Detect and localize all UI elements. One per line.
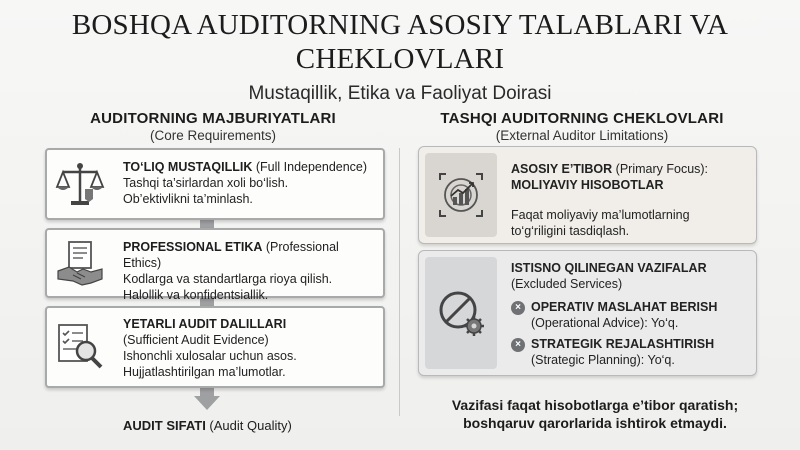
excluded-item [511,299,750,331]
card-full-independence [45,148,385,220]
prohibited-gear-icon [436,288,486,343]
bottom-note-line1: Vazifasi faqat hisobotlarga e’tibor qaratish; [451,397,739,413]
excluded-item-title [511,336,750,352]
card-line: Faqat moliyaviy ma’lumotlarning [511,208,690,222]
focus-icon-box [425,153,497,237]
page-subtitle: Mustaqillik, Etika va Faoliyat Doirasi [248,83,552,104]
x-circle-icon: × [511,301,525,315]
card-excluded-services [418,250,757,376]
card-line: Hujjatlashtirilgan ma’lumotlar. [123,365,286,379]
excluded-item-rest: (Strategic Planning): Yo‘q. [531,353,675,367]
card-title [123,239,377,271]
card-title-bold: YETARLI AUDIT DALILLARI [123,317,287,331]
document-magnifier-icon [55,321,105,371]
card-full-independence-text [123,159,377,207]
card-line: to‘g‘riligini tasdiqlash. [511,224,630,238]
right-heading-subtitle: (External Auditor Limitations) [495,128,669,143]
x-circle-icon: × [511,338,525,352]
audit-quality-bold: AUDIT SIFATI [123,418,206,433]
card-title-line2 [511,177,750,193]
card-title-line2-bold: MOLIYAVIY HISOBOTLAR [511,178,664,192]
excluded-item-rest: (Operational Advice): Yo‘q. [531,316,679,330]
card-title-line2: (Excluded Services) [511,277,623,291]
card-audit-evidence [45,306,385,388]
card-professional-ethics-text [123,239,377,303]
bottom-note [400,396,790,432]
excluded-item-bold: STRATEGIK REJALASHTIRISH [531,337,715,351]
card-line: Ob’ektivlikni ta’minlash. [123,192,253,206]
page-title [0,8,800,76]
excluded-item-bold: OPERATIV MASLAHAT BERISH [531,300,718,314]
card-primary-focus [418,146,757,244]
column-divider [399,148,400,416]
audit-quality-rest: (Audit Quality) [205,418,292,433]
handshake-icon [55,239,105,289]
card-line: Ishonchli xulosalar uchun asos. [123,349,297,363]
bottom-note-line2: boshqaruv qarorlarida ishtirok etmaydi. [463,415,727,431]
card-title-bold: TO‘LIQ MUSTAQILLIK [123,160,253,174]
audit-quality-result [123,418,292,433]
card-audit-evidence-text [123,316,377,380]
excluded-item-title [511,299,750,315]
card-title-bold: ASOSIY E’TIBOR [511,162,613,176]
page-title-line2: CHEKLOVLARI [295,43,505,75]
left-heading-title: AUDITORNING MAJBURIYATLARI [90,110,336,127]
card-title [511,260,750,276]
card-professional-ethics [45,228,385,302]
card-title-rest: (Professional Ethics) [123,240,339,270]
page-title-line1: BOSHQA AUDITORNING ASOSIY TALABLARI VA [71,9,729,41]
card-primary-focus-text [511,161,750,239]
card-title-rest: (Primary Focus): [612,162,709,176]
card-title [511,161,750,177]
scales-icon [55,159,105,209]
card-title [123,316,377,332]
right-heading-title: TASHQI AUDITORNING CHEKLOVLARI [440,110,724,127]
excluded-item [511,336,750,368]
card-line: Tashqi ta’sirlardan xoli bo‘lish. [123,176,289,190]
excluded-icon-box [425,257,497,369]
card-title-bold: PROFESSIONAL ETIKA [123,240,263,254]
card-title-line2: (Sufficient Audit Evidence) [123,333,269,347]
chart-target-icon [436,170,486,225]
arrow-down-icon [194,396,220,410]
card-title [123,159,377,175]
card-line: Halollik va konfidentsiallik. [123,288,269,302]
left-heading-subtitle: (Core Requirements) [149,128,277,143]
right-column-heading [432,110,732,143]
card-excluded-services-text [511,260,750,368]
card-title-bold: ISTISNO QILINEGAN VAZIFALAR [511,261,707,275]
card-line: Kodlarga va standartlarga rioya qilish. [123,272,333,286]
card-title-rest: (Full Independence) [252,160,368,174]
left-column-heading [63,110,363,143]
